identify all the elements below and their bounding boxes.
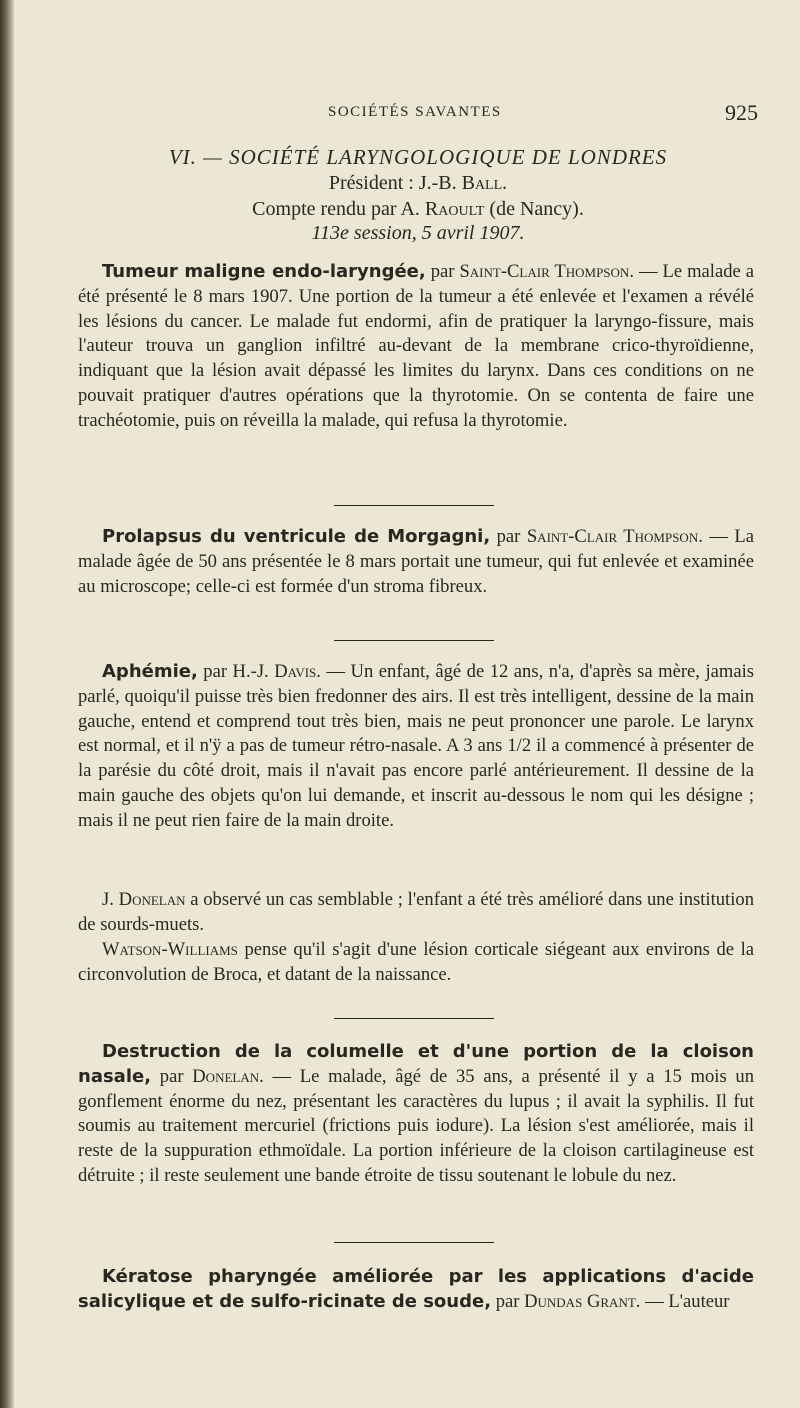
page [78,0,758,1408]
article-destruction-columelle [78,1040,754,1189]
president-line [78,172,758,195]
book-spine-shadow [0,0,14,1408]
article-keratose [78,1265,754,1315]
comment-text: pense qu'il s'agit d'une lésion corticale siégeant aux environs de la circonvolution de Broca, et datant de la naissance. [78,939,754,985]
comment-text: a observé un cas semblable ; l'enfant a été très amélioré dans une institution de sourds-muets. [78,889,754,935]
report-author: Raoult [424,198,485,220]
running-head [78,100,758,130]
article-text: — La malade âgée de 50 ans présentée le 8 mars portait une tumeur, qui fut enlevée et examinée au microscope; celle-ci est formée d'un stroma fibreux. [78,526,754,597]
president-name: Ball. [461,172,508,194]
article-author: Davis. [274,661,321,682]
session-line: 113e session, 5 avril 1907. [311,222,525,244]
separator-rule [334,640,494,641]
comment-author: Watson-Williams [102,939,238,960]
article-tumeur-maligne [78,260,754,434]
article-heading: Prolapsus du ventricule de Morgagni, [102,526,491,547]
article-author: Saint-Clair Thompson. [459,261,634,282]
comment-pre: J. [102,889,119,910]
separator-rule [334,1018,494,1019]
running-title: SOCIÉTÉS SAVANTES [328,104,502,120]
article-author: Dundas Grant. [524,1290,641,1312]
comment-author: Donelan [118,889,186,910]
article-author: Donelan. [192,1065,264,1087]
article-author: Saint-Clair Thompson. [526,526,703,547]
report-suffix: (de Nancy). [484,198,584,220]
separator-rule [334,505,494,506]
article-by: par [425,261,460,282]
separator-rule [334,1242,494,1243]
article-heading: Kératose pharyngée améliorée par les applications d'acide salicylique et de sulfo-ricinate de soude, [78,1266,754,1312]
article-heading: Aphémie, [102,661,198,682]
article-by: par [491,1290,525,1312]
article-aphemie [78,660,754,834]
article-heading: Destruction de la columelle et d'une portion de la cloison nasale, [78,1041,754,1087]
article-by: par H.-J. [197,661,275,682]
article-text: — L'auteur [640,1290,730,1312]
comment-watson-williams [78,938,754,988]
article-by: par [490,526,527,547]
article-text: — Le malade a été présenté le 8 mars 1907. Une portion de la tumeur a été enlevée et l'examen a révélé les lésions du cancer. Le malade fut endormi, afin de pratiquer la laryngo-fissure, mais l'auteur trouva un ganglion infiltré au-devant de la membrane crico-thyroïdienne, indiquant que la lésion avait dépassé les limites du larynx. Dans ces conditions on ne pouvait pratiquer d'autres opérations que la thyrotomie. On se contenta de faire une trachéotomie, puis on réveilla la malade, qui refusa la thyrotomie. [78,261,755,431]
article-text: — Le malade, âgé de 35 ans, a présenté il y a 15 mois un gonflement énorme du nez, présentant les caractères du lupus ; il avait la syphilis. Il fut soumis au traitement mercuriel (frictions puis iodure). La lésion s'est améliorée, mais il reste de la suppuration ethmoïdale. La portion inférieure de la cloison cartilagineuse est détruite ; il reste seulement une bande étroite de tissu soutenant le lobule du nez. [78,1065,754,1186]
article-text: — Un enfant, âgé de 12 ans, n'a, d'après sa mère, jamais parlé, quoiqu'il puisse très bien fredonner des airs. Il est très intelligent, dessine de la main gauche, entend et comprend tout très bien, mais ne peut prononcer une parole. Le larynx est normal, et il n'ÿ a pas de tumeur rétro-nasale. A 3 ans 1/2 il a commencé à présenter de la parésie du côté droit, mais il n'avait pas encore parlé antérieurement. Il dessine de la main gauche des objets qu'on lui demande, et inscrit au-dessous le nom qui les désigne ; mais il ne peut rien faire de la main droite. [78,661,754,831]
article-prolapsus [78,525,754,599]
article-by: par [151,1065,193,1087]
report-line [78,198,758,221]
report-prefix: Compte rendu par A. [252,198,425,220]
comment-donelan [78,888,754,938]
section-title: VI. — SOCIÉTÉ LARYNGOLOGIQUE DE LONDRES [168,145,668,169]
article-heading: Tumeur maligne endo-laryngée, [102,261,426,282]
page-number: 925 [725,100,758,125]
president-label: Président : J.-B. [328,172,462,194]
